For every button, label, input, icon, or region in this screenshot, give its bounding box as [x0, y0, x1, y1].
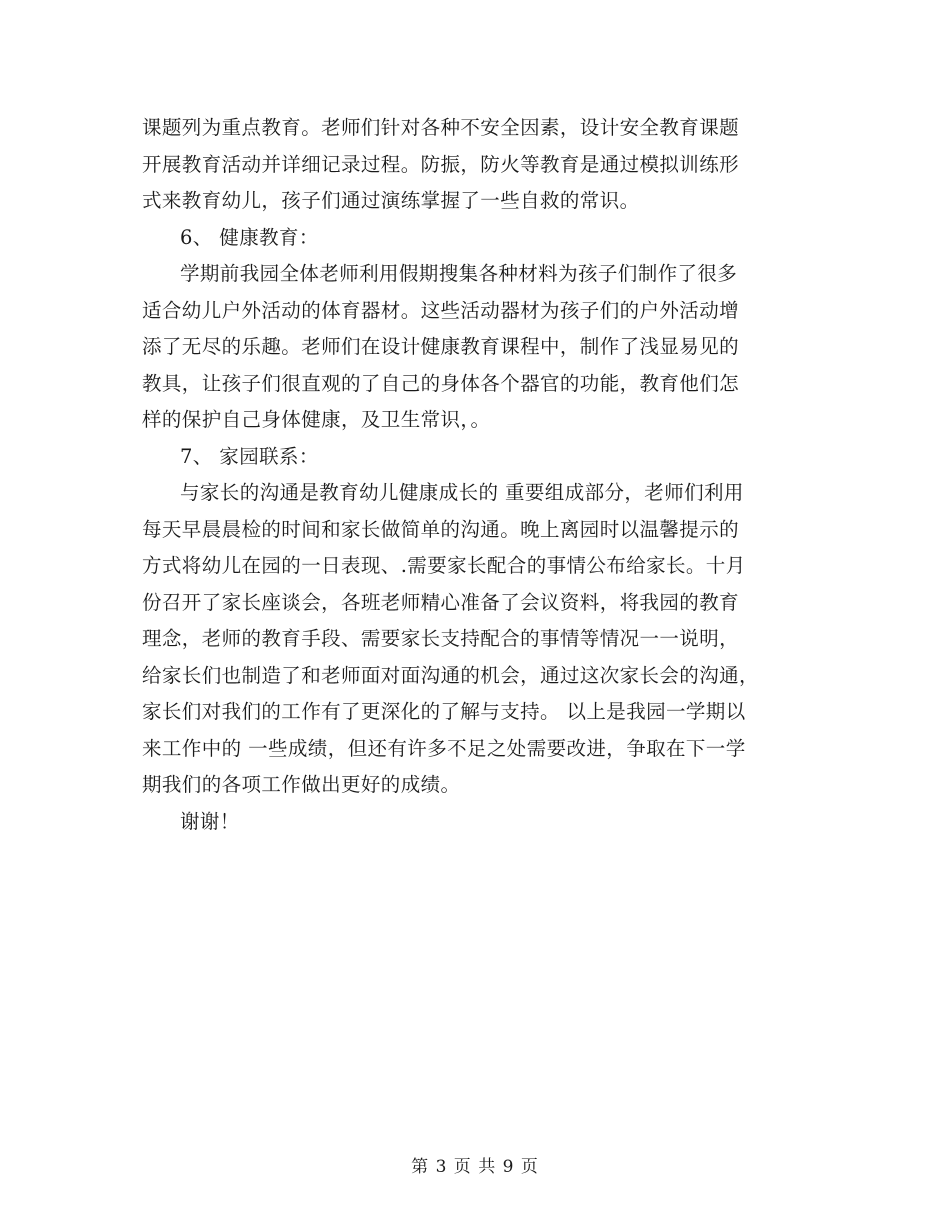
text-line: 教具，让孩子们很直观的了自己的身体各个器官的功能，教育他们怎 — [142, 371, 740, 395]
text-line: 样的保护自己身体健康，及卫生常识，。 — [142, 408, 491, 431]
text-line: 学期前我园全体老师利用假期搜集各种材料为孩子们制作了很多 — [180, 262, 738, 285]
text-line: 与家长的沟通是教育幼儿健康成长的 重要组成部分，老师们利用 — [180, 481, 744, 504]
text-line: 方式将幼儿在园的一日表现、.需要家长配合的事情公布给家长。十月 — [142, 554, 746, 577]
text-line: 给家长们也制造了和老师面对面沟通的机会，通过这次家长会的沟通， — [142, 663, 759, 687]
text-line: 课题列为重点教育。老师们针对各种不安全因素，设计安全教育课题 — [142, 116, 740, 139]
text-line: 家长们对我们的工作有了更深化的了解与支持。 以上是我园一学期以 — [142, 700, 746, 723]
text-line: 理念，老师的教育手段、需要家长支持配合的事情等情况一一说明， — [142, 627, 740, 650]
section-heading-health-education: 6、 健康教育： — [180, 225, 319, 249]
document-body — [142, 110, 806, 840]
text-line: 开展教育活动并详细记录过程。防振，防火等教育是通过模拟训练形 — [142, 152, 740, 176]
text-line: 式来教育幼儿，孩子们通过演练掌握了一些自救的常识。 — [142, 189, 640, 212]
section-heading-home-school-contact: 7、 家园联系： — [180, 444, 319, 468]
text-line: 来工作中的 一些成绩，但还有许多不足之处需要改进，争取在下一学 — [142, 736, 746, 760]
closing-thanks: 谢谢！ — [180, 809, 240, 833]
text-line: 份召开了家长座谈会，各班老师精心准备了会议资料，将我园的教育 — [142, 590, 740, 614]
page-number-footer: 第 3 页 共 9 页 — [411, 1157, 539, 1177]
text-line: 每天早晨晨检的时间和家长做简单的沟通。晚上离园时以温馨提示的 — [142, 517, 740, 541]
text-line: 添了无尽的乐趣。老师们在设计健康教育课程中，制作了浅显易见的 — [142, 335, 740, 358]
text-line: 适合幼儿户外活动的体育器材。这些活动器材为孩子们的户外活动增 — [142, 298, 740, 322]
text-line: 期我们的各项工作做出更好的成绩。 — [142, 773, 461, 796]
